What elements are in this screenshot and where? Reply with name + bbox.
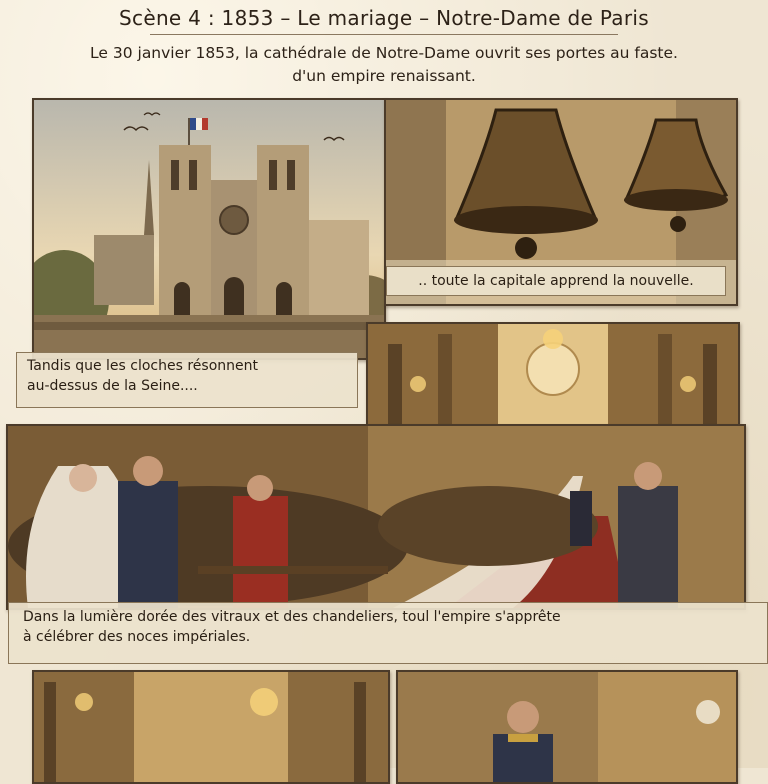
emperor-illustration (398, 672, 736, 782)
ceremony-illustration (8, 426, 744, 608)
cathedral-illustration (34, 100, 384, 358)
interior-illustration (34, 672, 388, 782)
caption-ceremony-line-2: à célébrer des noces impériales. (23, 629, 251, 645)
title-underline (150, 34, 618, 35)
scene-title: Scène 4 : 1853 – Le mariage – Notre-Dame de Paris (119, 6, 649, 30)
caption-ceremony-line-1: Dans la lumière dorée des vitraux et des chandeliers, toul l'empire s'apprête (23, 609, 561, 625)
caption-cathedral (16, 352, 358, 408)
intro-line-1: Le 30 janvier 1853, la cathédrale de Notre-Dame ouvrit ses portes au faste. (90, 44, 678, 62)
intro-line-2: d'un empire renaissant. (292, 67, 476, 85)
caption-cathedral-line-1: Tandis que les cloches résonnent (27, 358, 258, 374)
panel-interior-bottom-left (32, 670, 390, 784)
panel-ceremony (6, 424, 746, 610)
panel-cathedral (32, 98, 386, 360)
panel-emperor (396, 670, 738, 784)
caption-bells: .. toute la capitale apprend la nouvelle. (386, 266, 726, 296)
caption-ceremony (8, 602, 768, 664)
scene-intro (60, 42, 708, 88)
caption-cathedral-line-2: au-dessus de la Seine.... (27, 378, 198, 394)
